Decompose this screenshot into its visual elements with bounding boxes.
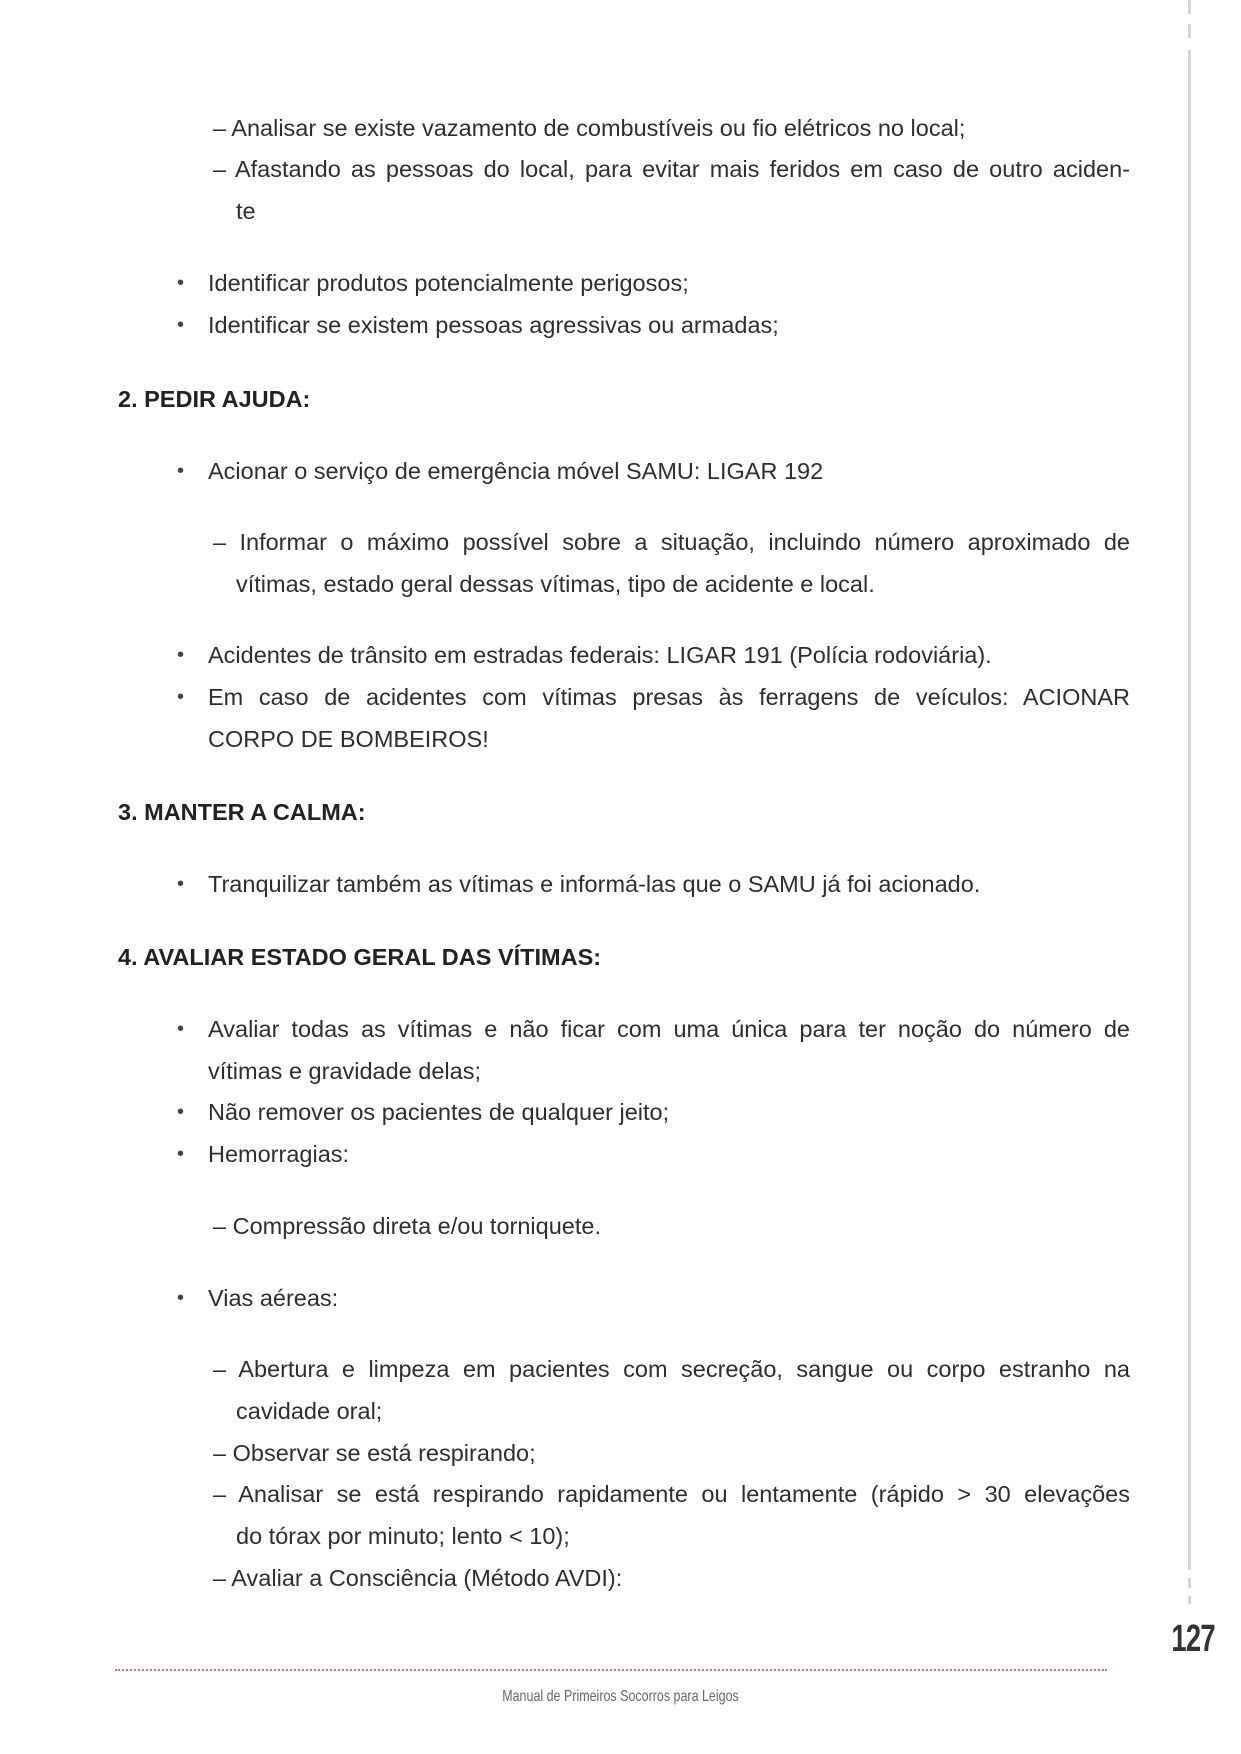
subitem-text: vítimas, estado geral dessas vítimas, tipo de acidente e local.: [236, 571, 875, 597]
list-item: CORPO DE BOMBEIROS!: [208, 726, 489, 752]
side-rule-dash: [1188, 1578, 1191, 1588]
bullet-icon: •: [177, 1287, 185, 1309]
bullet-icon: •: [177, 644, 185, 666]
section-heading: 3. MANTER A CALMA:: [118, 799, 366, 825]
subitem-text: cavidade oral;: [236, 1398, 383, 1424]
side-rule-dash: [1188, 0, 1191, 14]
page-number: 127: [1171, 1618, 1215, 1660]
subitem-text: te: [236, 198, 256, 224]
subitem-text: – Analisar se está respirando rapidamente ou lentamente (rápido > 30 elevações: [213, 1481, 1130, 1507]
side-rule-dash: [1188, 1596, 1191, 1604]
section-heading: 4. AVALIAR ESTADO GERAL DAS VÍTIMAS:: [118, 944, 602, 970]
bullet-icon: •: [177, 1143, 185, 1165]
bullet-icon: •: [177, 1018, 185, 1040]
subitem-text: – Afastando as pessoas do local, para evitar mais feridos em caso de outro aciden-: [213, 156, 1130, 182]
footer-divider: [115, 1669, 1107, 1671]
subitem-text: – Informar o máximo possível sobre a situação, incluindo número aproximado de: [213, 529, 1130, 555]
bullet-icon: •: [177, 686, 185, 708]
footer-title: Manual de Primeiros Socorros para Leigos: [502, 1688, 739, 1705]
list-item: Em caso de acidentes com vítimas presas às ferragens de veículos: ACIONAR: [208, 684, 1130, 710]
subitem-text: – Observar se está respirando;: [213, 1440, 536, 1466]
subitem-text: – Analisar se existe vazamento de combustíveis ou fio elétricos no local;: [213, 115, 966, 141]
bullet-icon: •: [177, 1101, 185, 1123]
bullet-icon: •: [177, 314, 185, 336]
side-rule-dash: [1188, 24, 1191, 38]
bullet-icon: •: [177, 272, 185, 294]
subitem-text: do tórax por minuto; lento < 10);: [236, 1523, 570, 1549]
subitem-text: – Avaliar a Consciência (Método AVDI):: [213, 1565, 623, 1591]
bullet-icon: •: [177, 873, 185, 895]
list-item: Acidentes de trânsito em estradas federais: LIGAR 191 (Polícia rodoviária).: [208, 642, 992, 668]
list-item: vítimas e gravidade delas;: [208, 1058, 482, 1084]
list-item: Não remover os pacientes de qualquer jeito;: [208, 1099, 670, 1125]
list-item: Avaliar todas as vítimas e não ficar com uma única para ter noção do número de: [208, 1016, 1130, 1042]
list-item: Identificar produtos potencialmente perigosos;: [208, 270, 689, 296]
bullet-icon: •: [177, 460, 185, 482]
section-heading: 2. PEDIR AJUDA:: [118, 386, 311, 412]
list-item: Tranquilizar também as vítimas e informá-las que o SAMU já foi acionado.: [208, 871, 981, 897]
list-item: Vias aéreas:: [208, 1285, 339, 1311]
subitem-text: – Compressão direta e/ou torniquete.: [213, 1213, 601, 1239]
list-item: Acionar o serviço de emergência móvel SAMU: LIGAR 192: [208, 458, 824, 484]
subitem-text: – Abertura e limpeza em pacientes com secreção, sangue ou corpo estranho na: [213, 1356, 1130, 1382]
list-item: Hemorragias:: [208, 1141, 350, 1167]
side-rule: [1188, 50, 1191, 1570]
list-item: Identificar se existem pessoas agressivas ou armadas;: [208, 312, 779, 338]
